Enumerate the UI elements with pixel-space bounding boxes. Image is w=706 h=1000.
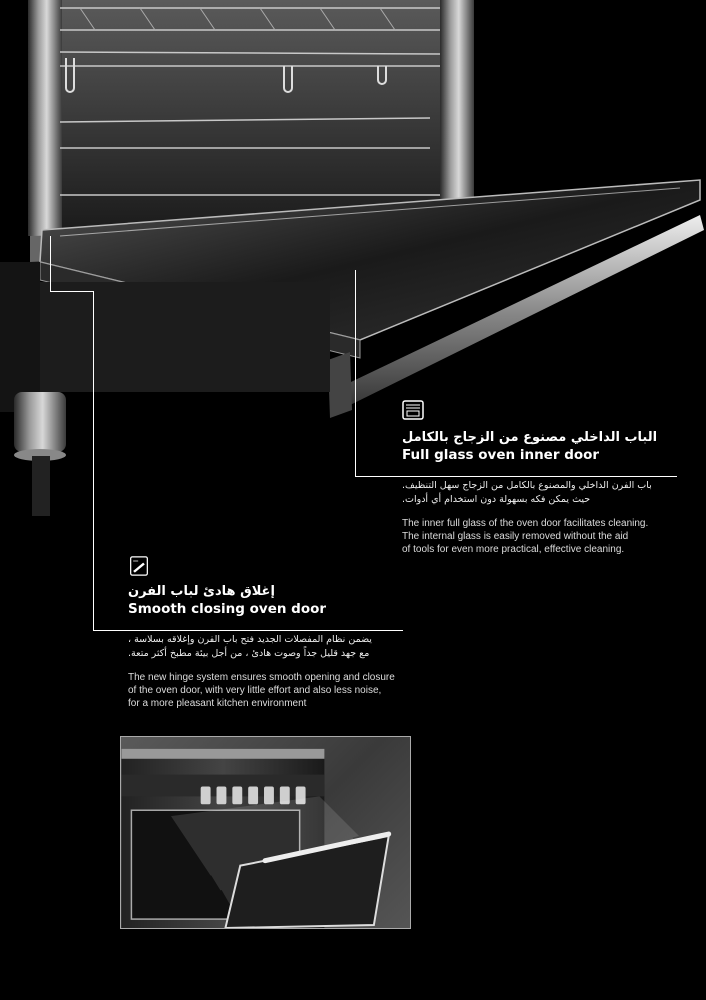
callout-line-glass-vertical [355, 270, 356, 476]
feature-soft-close [128, 556, 413, 710]
feature-title-ar: إغلاق هادئ لباب الفرن [128, 584, 275, 599]
callout-line-hinge-vertical [93, 291, 94, 631]
feature-body-en-line: of the oven door, with very little effort and also less noise, [128, 685, 382, 696]
feature-glass-door [402, 400, 682, 556]
feature-body-en-line: The internal glass is easily removed without the aid [402, 531, 629, 542]
feature-body-ar-line: باب الفرن الداخلي والمصنوع بالكامل من الزجاج سهل التنظيف. [402, 480, 652, 491]
feature-body-en-line: for a more pleasant kitchen environment [128, 698, 307, 709]
oven-illustration [121, 737, 410, 928]
soft-close-door-icon [128, 556, 150, 576]
feature-body-en-line: The new hinge system ensures smooth opening and closure [128, 672, 395, 683]
callout-line-hinge-elbow [50, 291, 94, 292]
feature-body-ar-line: حيث يمكن فكه بسهولة دون استخدام أي أدوات. [402, 494, 591, 505]
oven-door-opening-photo [120, 736, 411, 929]
feature-body-ar-line: يضمن نظام المفصلات الجديد فتح باب الفرن وإغلاقه بسلاسة ، [128, 634, 372, 645]
feature-body-ar-line: مع جهد قليل جداً وصوت هادئ ، من أجل بيئة مطبخ أكثر متعة. [128, 648, 370, 659]
feature-title-en: Full glass oven inner door [402, 447, 600, 463]
feature-body-en-line: The inner full glass of the oven door facilitates cleaning. [402, 518, 649, 529]
callout-line-hinge-top [50, 236, 51, 292]
feature-title-en: Smooth closing oven door [128, 601, 327, 617]
feature-title-ar: الباب الداخلي مصنوع من الزجاج بالكامل [402, 430, 658, 445]
oven-glass-door-icon [402, 400, 424, 420]
feature-body-en-line: of tools for even more practical, effective cleaning. [402, 544, 625, 555]
